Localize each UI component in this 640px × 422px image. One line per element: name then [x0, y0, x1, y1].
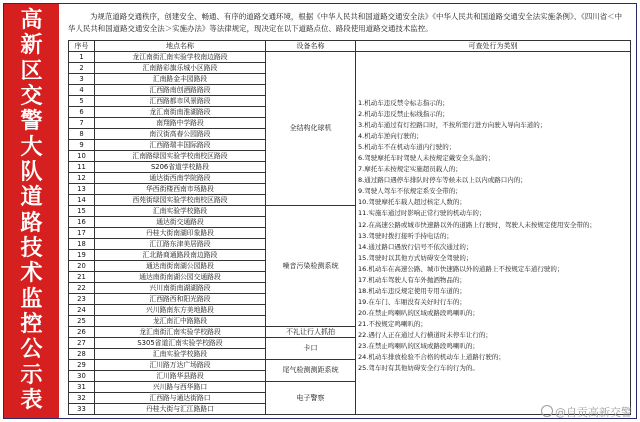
location-name: 通达街西南学院路段 [95, 173, 266, 184]
banner-char: 大 [20, 134, 43, 160]
row-number: 15 [69, 206, 95, 217]
behavior-item: 21.不按规定鸣喇叭的； [358, 319, 427, 328]
device-name: 尾气检测测距系统 [266, 360, 356, 382]
banner-char: 交 [20, 83, 43, 109]
location-name: 汇南实验学校路段 [95, 206, 266, 217]
banner-char: 公 [20, 337, 43, 363]
behavior-item: 16.机动车在高速公路、城市快速路以外的道路上不按规定车道行驶的； [358, 264, 564, 273]
table-header-row [69, 41, 631, 52]
banner-char: 示 [20, 362, 43, 388]
behavior-item: 9.驾驶人驾车不依规定系安全带的； [358, 187, 462, 196]
location-name: 丹桂大街南湖印象路段 [95, 228, 266, 239]
behavior-item: 2.机动车违反禁止标线指示的； [358, 110, 449, 119]
row-number: 3 [69, 74, 95, 85]
row-number: 1 [69, 52, 95, 63]
behavior-item: 24.机动车排放检验不合格的机动车上道路行驶的； [358, 353, 505, 362]
header-behavior: 可查处行为类别 [356, 41, 631, 52]
banner-char: 区 [20, 58, 43, 84]
row-number: 12 [69, 173, 95, 184]
location-name: 兴川路南东方美地路段 [95, 305, 266, 316]
behavior-item: 7.摩托车未按规定实施超员载人的； [358, 165, 462, 174]
row-number: 14 [69, 195, 95, 206]
location-name: 兴川路与西华路口 [95, 382, 266, 393]
location-name: 汇南实验学校路段 [95, 349, 266, 360]
device-name: 电子警察 [266, 382, 356, 415]
row-number: 6 [69, 107, 95, 118]
location-name: 龙汇南街汇南实验学校路段 [95, 327, 266, 338]
banner-char: 监 [20, 286, 43, 312]
location-name: 通达街交通路段 [95, 217, 266, 228]
behavior-item: 23.在禁止鸣喇叭的区域或路段鸣喇叭的； [358, 342, 479, 351]
location-name: 汇川路万达广场路段 [95, 360, 266, 371]
weibo-watermark [541, 404, 632, 420]
row-number: 24 [69, 305, 95, 316]
vertical-title-banner [4, 4, 59, 418]
device-name: 噪音污染检测系统 [266, 206, 356, 327]
location-name: S305省道汇南实验学校路段 [95, 338, 266, 349]
banner-char: 控 [20, 311, 43, 337]
banner-char: 技 [20, 235, 43, 261]
location-name: 西苑街绿园实验学校南校区路段 [95, 195, 266, 206]
behavior-item: 13.驾驶时拨打接听手持电话的； [358, 231, 453, 240]
header-device: 设备名称 [266, 41, 356, 52]
location-name: 汇西路西和阳光路段 [95, 294, 266, 305]
row-number: 10 [69, 151, 95, 162]
behavior-item: 18.机动车违反规定使用专用车道的； [358, 286, 466, 295]
header-location: 地点名称 [95, 41, 266, 52]
row-number: 19 [69, 250, 95, 261]
row-number: 4 [69, 85, 95, 96]
behavior-item: 3.机动车通过有灯控路口时，不按所需行进方向驶入导向车道的； [358, 121, 547, 130]
behavior-list [356, 52, 631, 415]
row-number: 32 [69, 393, 95, 404]
row-number: 33 [69, 404, 95, 415]
location-name: 汇南路彩旗乐城小区路段 [95, 63, 266, 74]
location-name: 南翔路中学路段 [95, 118, 266, 129]
behavior-item: 4.机动车逆向行驶的； [358, 132, 423, 141]
table-body [69, 52, 631, 415]
location-name: 兴川南街南湖湖路段 [95, 283, 266, 294]
behavior-item: 25.驾车时有其他妨碍安全行车的行为的。 [358, 364, 479, 373]
behavior-item: 19.在车门、车厢没有关好时行车的； [358, 297, 466, 306]
row-number: 22 [69, 283, 95, 294]
location-name: 汇西路南创酒路路段 [95, 85, 266, 96]
banner-char: 道 [20, 185, 43, 211]
location-name: 汇川路华县路段 [95, 371, 266, 382]
behavior-item: 20.在禁止鸣喇叭的区域或路段鸣喇叭的； [358, 308, 479, 317]
weibo-icon [541, 405, 553, 417]
row-number: 31 [69, 382, 95, 393]
location-name: 龙江南街汇南实验学校南边路段 [95, 52, 266, 63]
location-name: 龙汇南汇中路路段 [95, 316, 266, 327]
location-name: 南汉街高春公园路段 [95, 129, 266, 140]
row-number: 27 [69, 338, 95, 349]
banner-char: 表 [20, 387, 43, 413]
device-name: 不礼让行人抓拍 [266, 327, 356, 338]
monitoring-table [68, 40, 631, 415]
row-number: 21 [69, 272, 95, 283]
location-name: 汇江路东津美居路段 [95, 239, 266, 250]
location-name: 丹桂大街与汇江路路口 [95, 404, 266, 415]
location-name: 华西街楼西南市场路段 [95, 184, 266, 195]
row-number: 13 [69, 184, 95, 195]
row-number: 11 [69, 162, 95, 173]
behavior-item: 8.通过路口遇停车排队时停车等候未以上以内或路口内的； [358, 176, 527, 185]
location-name: 龙汇南街南淮湖路段 [95, 107, 266, 118]
banner-char: 术 [20, 261, 43, 287]
row-number: 17 [69, 228, 95, 239]
behavior-item: 6.驾驶摩托车时驾驶人未按规定戴安全头盔的； [358, 154, 495, 163]
table-row [69, 52, 631, 63]
behavior-item: 14.通过路口遇放行信号不依次通过的； [358, 242, 473, 251]
banner-char: 警 [20, 109, 43, 135]
banner-char: 新 [20, 33, 43, 59]
behavior-item: 22.遇行人正在通过人行横道时未停车让行的； [358, 330, 492, 339]
row-number: 5 [69, 96, 95, 107]
device-name: 全结构化球机 [266, 52, 356, 206]
behavior-item: 11.实施车通过时影响正常行驶的机动车的； [358, 209, 486, 218]
behavior-item: 5.机动车不在机动车道内行驶的； [358, 143, 456, 152]
row-number: 16 [69, 217, 95, 228]
row-number: 25 [69, 316, 95, 327]
row-number: 28 [69, 349, 95, 360]
behavior-item: 17.机动车驾驶人有车外抛洒物品的； [358, 275, 466, 284]
location-name: 汇西路瑞丰国际路段 [95, 140, 266, 151]
banner-char: 队 [20, 159, 43, 185]
location-name: 汇南路金丰园路段 [95, 74, 266, 85]
banner-char: 高 [20, 8, 43, 33]
location-name: S206省道学校路段 [95, 162, 266, 173]
row-number: 2 [69, 63, 95, 74]
row-number: 7 [69, 118, 95, 129]
behavior-item: 10.驾驶摩托车载人超过核定人数的； [358, 198, 466, 207]
watermark-text: @自贡高新交警 [555, 406, 632, 419]
header-no: 序号 [69, 41, 95, 52]
behavior-item: 1.机动车违反禁令标志指示的； [358, 99, 449, 107]
row-number: 26 [69, 327, 95, 338]
banner-char: 路 [20, 210, 43, 236]
row-number: 20 [69, 261, 95, 272]
location-name: 通达南街南湖公园路段 [95, 261, 266, 272]
intro-paragraph: 为规范道路交通秩序，创建安全、畅通、有序的道路交通环境，根据《中华人民共和国道路交通安全法》《中华人民共和国道路交通安全法实施条例》、《四川省＜中华人民共和国道路交通安全法＞实施办法》等法律规定，现决定在以下道路点位、路段使用道路交通技术监控。 [68, 12, 623, 33]
location-name: 汇南路绿园实验学校南校区路段 [95, 151, 266, 162]
location-name: 通达南街南湖公园交通路段 [95, 272, 266, 283]
row-number: 30 [69, 371, 95, 382]
behavior-item: 12.在高速公路或城市快速路以外的道路上行驶时，驾驶人未按规定使用安全带的； [358, 220, 596, 229]
row-number: 9 [69, 140, 95, 151]
device-name: 卡口 [266, 338, 356, 360]
location-name: 汇西路都市风景路段 [95, 96, 266, 107]
location-name: 汇北路商通路段南边路段 [95, 250, 266, 261]
location-name: 汇西路与通达街路口 [95, 393, 266, 404]
row-number: 23 [69, 294, 95, 305]
behavior-item: 15.驾驶时以其他方式妨碍安全驾驶的； [358, 253, 473, 262]
row-number: 8 [69, 129, 95, 140]
row-number: 29 [69, 360, 95, 371]
row-number: 18 [69, 239, 95, 250]
